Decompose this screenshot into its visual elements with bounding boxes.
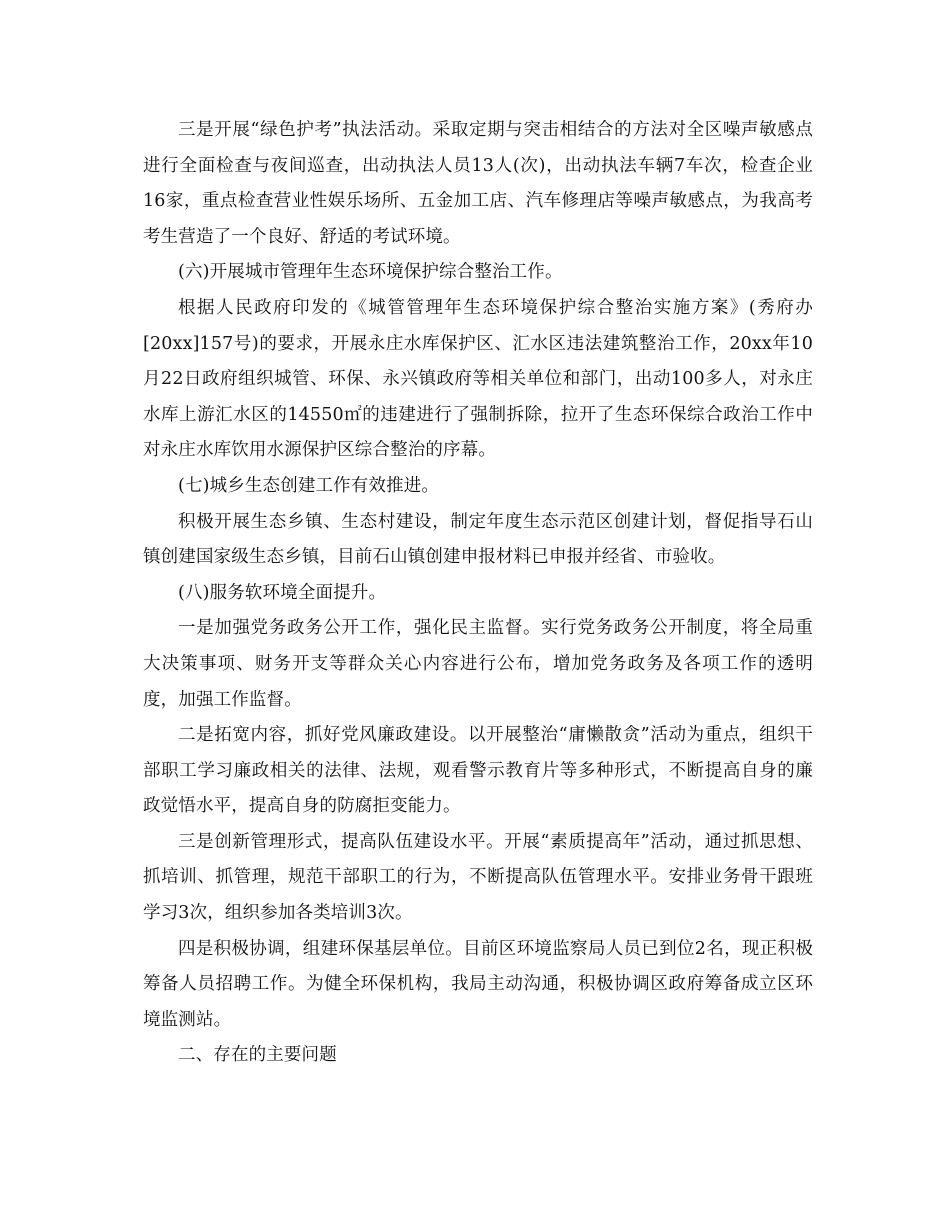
heading-section-six: (六)开展城市管理年生态环境保护综合整治工作。 — [178, 262, 563, 283]
paragraph-ecological-towns: 积极开展生态乡镇、生态村建设，制定年度生态示范区创建计划，督促指导石山镇创建国家级生态乡镇，目前石山镇创建申报材料已申报并经省、市验收。 — [143, 511, 813, 568]
heading-section-eight: (八)服务软环境全面提升。 — [178, 582, 387, 603]
heading-main-problems: 二、存在的主要问题 — [178, 1045, 337, 1066]
heading-section-seven: (七)城乡生态创建工作有效推进。 — [178, 475, 440, 496]
document-body — [143, 113, 813, 1074]
paragraph-reservoir-demolition: 根据人民政府印发的《城管管理年生态环境保护综合整治实施方案》(秀府办[20xx]157号)的要求，开展永庄水库保护区、汇水区违法建筑整治工作，20xx年10月22日政府组织城管、环保、永兴镇政府等相关单位和部门，出动100多人，对永庄水库上游汇水区的14550㎡的违建进行了强制拆除，拉开了生态环保综合政治工作中对永庄水库饮用水源保护区综合整治的序幕。 — [143, 297, 813, 461]
paragraph-transparency: 一是加强党务政务公开工作，强化民主监督。实行党务政务公开制度，将全局重大决策事项、财务开支等群众关心内容进行公布，增加党务政务及各项工作的透明度，加强工作监督。 — [143, 618, 813, 710]
paragraph-team-building: 三是创新管理形式，提高队伍建设水平。开展“素质提高年”活动，通过抓思想、抓培训、抓管理，规范干部职工的行为，不断提高队伍管理水平。安排业务骨干跟班学习3次，组织参加各类培训3次。 — [143, 831, 813, 924]
paragraph-grassroots-units: 四是积极协调，组建环保基层单位。目前区环境监察局人员已到位2名，现正积极筹备人员招聘工作。为健全环保机构，我局主动沟通，积极协调区政府筹备成立区环境监测站。 — [143, 938, 813, 1030]
paragraph-integrity: 二是拓宽内容，抓好党风廉政建设。以开展整治“庸懒散贪”活动为重点，组织干部职工学习廉政相关的法律、法规，观看警示教育片等多种形式，不断提高自身的廉政觉悟水平，提高自身的防腐拒变能力。 — [143, 725, 813, 817]
paragraph-green-exam-enforcement: 三是开展“绿色护考”执法活动。采取定期与突击相结合的方法对全区噪声敏感点进行全面检查与夜间巡查，出动执法人员13人(次)，出动执法车辆7车次，检查企业16家，重点检查营业性娱乐场所、五金加工店、汽车修理店等噪声敏感点，为我高考考生营造了一个良好、舒适的考试环境。 — [143, 120, 813, 247]
